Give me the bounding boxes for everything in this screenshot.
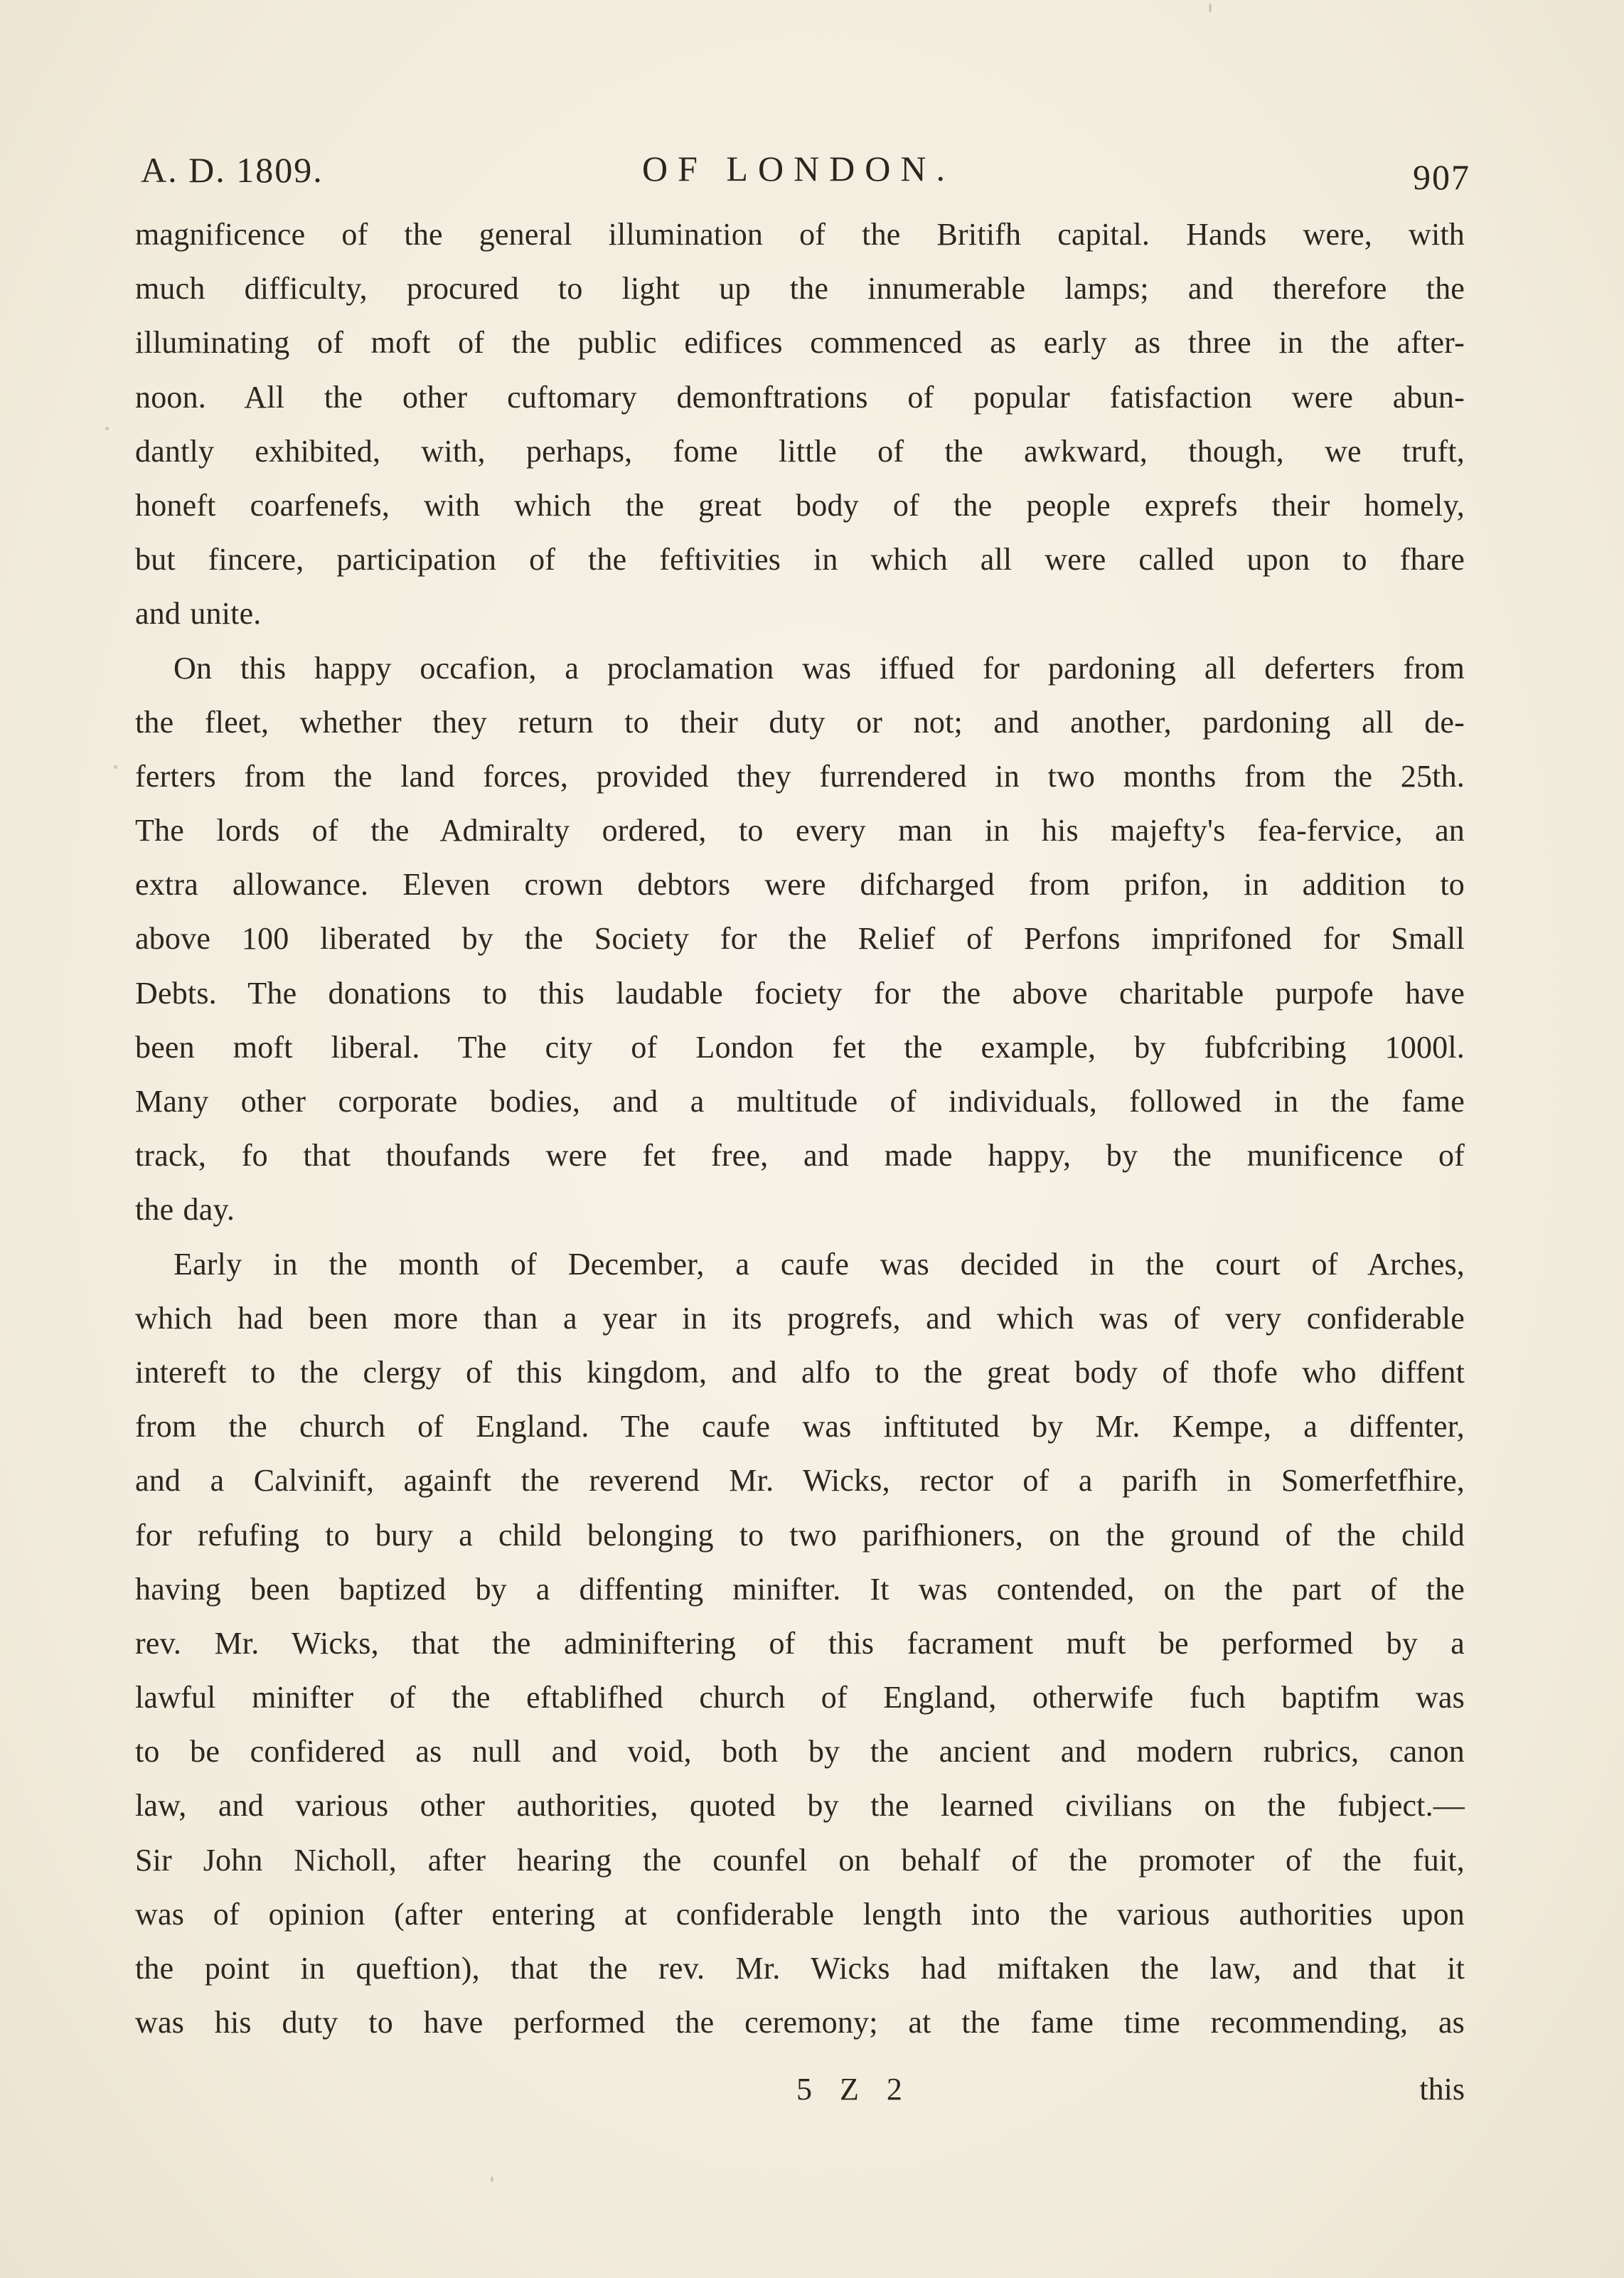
text-line: Early in the month of December, a caufe was decided in the court of Arches, (173, 1246, 1465, 1282)
body-text (135, 208, 1465, 2050)
text-line: magnificence of the general illumination of the Britifh capital. Hands were, with (135, 217, 1465, 252)
signature-mark: 5 Z 2 (796, 2072, 912, 2107)
text-line: above 100 liberated by the Society for the Relief of Perfons imprifoned for Small (135, 921, 1465, 957)
text-line: track, fo that thoufands were fet free, and made happy, by the munificence of (135, 1138, 1465, 1173)
text-line: been moft liberal. The city of London fet the example, by fubfcribing 1000l. (135, 1029, 1465, 1065)
text-line: On this happy occafion, a proclamation was iffued for pardoning all deferters from (173, 650, 1465, 686)
text-line: the fleet, whether they return to their duty or not; and another, pardoning all de- (135, 704, 1465, 740)
text-line: noon. All the other cuftomary demonftrations of popular fatisfaction were abun- (135, 379, 1465, 415)
running-head-title: OF LONDON. (642, 149, 955, 188)
text-line: lawful minifter of the eftablifhed church of England, otherwife fuch baptifm was (135, 1680, 1465, 1715)
page-number: 907 (1413, 157, 1470, 197)
text-line: rev. Mr. Wicks, that the adminiftering of this facrament muft be performed by a (135, 1625, 1465, 1661)
text-line: intereft to the clergy of this kingdom, and alfo to the great body of thofe who diffent (135, 1354, 1465, 1390)
text-line: but fincere, participation of the feftivities in which all were called upon to fhare (135, 542, 1465, 578)
text-line: much difficulty, procured to light up the innumerable lamps; and therefore the (135, 271, 1465, 307)
text-line: was of opinion (after entering at confiderable length into the various authorities upon (135, 1896, 1465, 1932)
text-line: Many other corporate bodies, and a multitude of individuals, followed in the fame (135, 1084, 1465, 1119)
text-line: extra allowance. Eleven crown debtors were difcharged from prifon, in addition to (135, 867, 1465, 903)
paper-speck (1209, 3, 1212, 13)
paper-speck (105, 427, 109, 430)
text-line: Debts. The donations to this laudable fociety for the above charitable purpofe have (135, 975, 1465, 1011)
text-line: The lords of the Admiralty ordered, to every man in his majefty's fea-fervice, an (135, 813, 1465, 848)
text-line: to be confidered as null and void, both by the ancient and modern rubrics, canon (135, 1734, 1465, 1769)
text-line: ferters from the land forces, provided they furrendered in two months from the 25th. (135, 758, 1465, 794)
page-footer (135, 2071, 1465, 2121)
text-line: having been baptized by a diffenting minifter. It was contended, on the part of the (135, 1571, 1465, 1607)
text-line: honeft coarfenefs, with which the great body of the people exprefs their homely, (135, 487, 1465, 523)
text-line: for refufing to bury a child belonging to two parifhioners, on the ground of the child (135, 1517, 1465, 1553)
text-line: dantly exhibited, with, perhaps, fome little of the awkward, though, we truft, (135, 433, 1465, 469)
paper-speck (491, 2176, 493, 2182)
text-line: the point in queftion), that the rev. Mr. Wicks had miftaken the law, and that it (135, 1951, 1465, 1986)
text-line: from the church of England. The caufe was inftituted by Mr. Kempe, a diffenter, (135, 1409, 1465, 1444)
text-line: law, and various other authorities, quoted by the learned civilians on the fubject.— (135, 1788, 1465, 1824)
text-line: which had been more than a year in its progrefs, and which was of very confiderable (135, 1300, 1465, 1336)
running-head (141, 139, 1470, 197)
catchword: this (1419, 2072, 1465, 2107)
text-line: illuminating of moft of the public edifices commenced as early as three in the after- (135, 325, 1465, 361)
text-line: Sir John Nicholl, after hearing the counfel on behalf of the promoter of the fuit, (135, 1842, 1465, 1878)
running-head-year: A. D. 1809. (141, 150, 324, 190)
text-line: and unite. (135, 596, 262, 632)
text-line: the day. (135, 1192, 235, 1228)
text-line: was his duty to have performed the ceremony; at the fame time recommending, as (135, 2005, 1465, 2040)
paper-speck (114, 765, 117, 769)
text-line: and a Calvinift, againft the reverend Mr. Wicks, rector of a parifh in Somerfetfhire, (135, 1463, 1465, 1499)
